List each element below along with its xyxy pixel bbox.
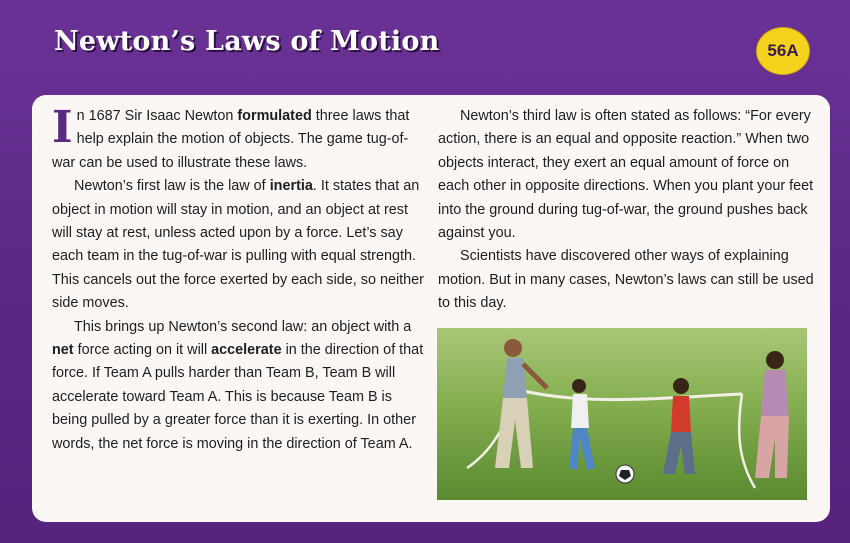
bold-term-formulated: formulated xyxy=(237,108,312,124)
tug-of-war-photo xyxy=(437,328,807,500)
bold-term-net: net xyxy=(52,342,74,359)
text: three laws that help explain the motion of objects. The game tug-of-war can be used to illustrate these laws. xyxy=(52,108,410,171)
text: This brings up Newton’s second law: an object with a xyxy=(74,318,412,335)
tug-of-war-illustration xyxy=(437,328,807,500)
text: Newton’s first law is the law of xyxy=(74,178,270,195)
right-column xyxy=(438,105,814,316)
drop-cap: I xyxy=(52,102,73,153)
paragraph-third-law: Newton’s third law is often stated as follows: “For every action, there is an equal and opposite reaction.” When two objects interact, they exert an equal amount of force on each other in opposite directions. When you plant your feet into the ground during tug-of-war, the ground pushes back against you. xyxy=(438,108,814,242)
content-panel xyxy=(32,95,830,522)
card-number-badge: 56A xyxy=(756,27,810,75)
left-column xyxy=(52,102,424,456)
text: force acting on it will xyxy=(73,342,212,359)
page-title: Newton’s Laws of Motion xyxy=(54,26,440,57)
text: . It states that an object in motion will stay in motion, and an object at rest will stay at rest, unless acted upon by a force. Let’s say each team in the tug-of-war is pulling with equal strength. This cancels out the force exerted by each side, so neither side moves. xyxy=(52,178,424,312)
text: n 1687 Sir Isaac Newton xyxy=(76,108,238,124)
paragraph-intro xyxy=(52,102,424,175)
bold-term-accelerate: accelerate xyxy=(211,342,282,359)
paragraph-conclusion: Scientists have discovered other ways of explaining motion. But in many cases, Newton’s laws can still be used to this day. xyxy=(438,248,814,312)
paragraph-second-law xyxy=(52,316,424,456)
bold-term-inertia: inertia xyxy=(269,178,313,195)
paragraph-first-law xyxy=(52,175,424,315)
text: in the direction of that force. If Team A pulls harder than Team B, Team B will accelerate toward Team A. This is because Team B is being pulled by a greater force than it is exerting. In other words, the net force is moving in the direction of Team A. xyxy=(52,342,424,452)
